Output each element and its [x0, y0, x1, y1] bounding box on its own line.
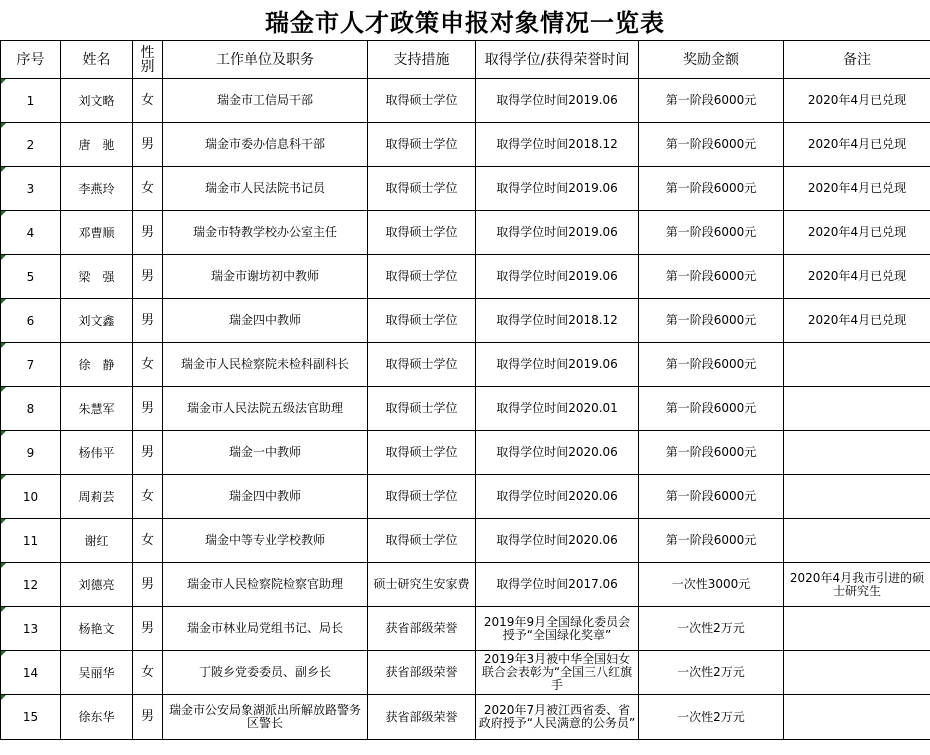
header-idx[interactable]: 序号 — [1, 41, 61, 79]
cell-gender[interactable]: 男 — [133, 123, 163, 167]
cell-measure[interactable]: 硕士研究生安家费 — [368, 563, 476, 607]
cell-time[interactable]: 取得学位时间2020.06 — [476, 431, 639, 475]
cell-unit[interactable]: 瑞金市谢坊初中教师 — [163, 255, 368, 299]
cell-measure[interactable]: 取得硕士学位 — [368, 211, 476, 255]
header-amount[interactable]: 奖励金额 — [639, 41, 784, 79]
cell-unit[interactable]: 瑞金市人民检察院检察官助理 — [163, 563, 368, 607]
cell-name[interactable]: 谢红 — [61, 519, 133, 563]
header-name[interactable]: 姓名 — [61, 41, 133, 79]
cell-idx[interactable]: 8 — [1, 387, 61, 431]
cell-time[interactable]: 取得学位时间2020.06 — [476, 519, 639, 563]
cell-idx[interactable]: 10 — [1, 475, 61, 519]
table-row — [1, 255, 930, 299]
header-note[interactable]: 备注 — [784, 41, 930, 79]
cell-name[interactable]: 朱慧军 — [61, 387, 133, 431]
cell-name[interactable]: 杨艳文 — [61, 607, 133, 651]
cell-gender[interactable]: 男 — [133, 563, 163, 607]
cell-idx[interactable]: 2 — [1, 123, 61, 167]
cell-unit[interactable]: 瑞金四中教师 — [163, 299, 368, 343]
table-row — [1, 431, 930, 475]
table-row — [1, 607, 930, 651]
cell-note[interactable] — [784, 343, 930, 387]
cell-gender[interactable]: 女 — [133, 519, 163, 563]
cell-name[interactable]: 刘德亮 — [61, 563, 133, 607]
cell-measure[interactable]: 取得硕士学位 — [368, 475, 476, 519]
cell-idx[interactable]: 1 — [1, 79, 61, 123]
cell-time[interactable]: 取得学位时间2019.06 — [476, 255, 639, 299]
cell-name[interactable]: 吴丽华 — [61, 651, 133, 695]
cell-idx[interactable]: 14 — [1, 651, 61, 695]
header-row — [1, 41, 930, 79]
cell-amount[interactable]: 第一阶段6000元 — [639, 299, 784, 343]
table-row — [1, 343, 930, 387]
table-row — [1, 387, 930, 431]
cell-idx[interactable]: 13 — [1, 607, 61, 651]
cell-unit[interactable]: 瑞金一中教师 — [163, 431, 368, 475]
cell-note[interactable]: 2020年4月已兑现 — [784, 79, 930, 123]
cell-unit[interactable]: 瑞金市公安局象湖派出所解放路警务区警长 — [163, 695, 368, 740]
cell-measure[interactable]: 取得硕士学位 — [368, 431, 476, 475]
cell-measure[interactable]: 取得硕士学位 — [368, 387, 476, 431]
cell-unit[interactable]: 瑞金市特教学校办公室主任 — [163, 211, 368, 255]
cell-gender[interactable]: 男 — [133, 255, 163, 299]
cell-note[interactable]: 2020年4月已兑现 — [784, 255, 930, 299]
cell-time[interactable]: 2020年7月被江西省委、省政府授予“人民满意的公务员” — [476, 695, 639, 740]
applicant-table — [0, 40, 930, 740]
cell-gender[interactable]: 女 — [133, 167, 163, 211]
cell-gender[interactable]: 女 — [133, 343, 163, 387]
cell-name[interactable]: 刘文鑫 — [61, 299, 133, 343]
cell-time[interactable]: 取得学位时间2018.12 — [476, 123, 639, 167]
cell-amount[interactable]: 一次性3000元 — [639, 563, 784, 607]
cell-note[interactable]: 2020年4月我市引进的硕士研究生 — [784, 563, 930, 607]
cell-time[interactable]: 取得学位时间2019.06 — [476, 167, 639, 211]
cell-gender[interactable]: 男 — [133, 211, 163, 255]
cell-name[interactable]: 徐东华 — [61, 695, 133, 740]
cell-gender[interactable]: 女 — [133, 651, 163, 695]
table-row — [1, 211, 930, 255]
cell-note[interactable]: 2020年4月已兑现 — [784, 167, 930, 211]
cell-amount[interactable]: 第一阶段6000元 — [639, 475, 784, 519]
cell-time[interactable]: 取得学位时间2019.06 — [476, 211, 639, 255]
table-row — [1, 519, 930, 563]
cell-idx[interactable]: 5 — [1, 255, 61, 299]
cell-gender[interactable]: 男 — [133, 299, 163, 343]
cell-time[interactable]: 取得学位时间2020.01 — [476, 387, 639, 431]
cell-measure[interactable]: 获省部级荣誉 — [368, 607, 476, 651]
cell-unit[interactable]: 瑞金市人民法院书记员 — [163, 167, 368, 211]
cell-time[interactable]: 取得学位时间2019.06 — [476, 343, 639, 387]
cell-unit[interactable]: 丁陂乡党委委员、副乡长 — [163, 651, 368, 695]
header-time[interactable]: 取得学位/获得荣誉时间 — [476, 41, 639, 79]
cell-note[interactable]: 2020年4月已兑现 — [784, 123, 930, 167]
cell-unit[interactable]: 瑞金市委办信息科干部 — [163, 123, 368, 167]
table-row — [1, 167, 930, 211]
cell-gender[interactable]: 男 — [133, 695, 163, 740]
cell-unit[interactable]: 瑞金市人民法院五级法官助理 — [163, 387, 368, 431]
cell-unit[interactable]: 瑞金市人民检察院未检科副科长 — [163, 343, 368, 387]
cell-amount[interactable]: 第一阶段6000元 — [639, 211, 784, 255]
cell-note[interactable] — [784, 387, 930, 431]
cell-note[interactable] — [784, 695, 930, 740]
cell-measure[interactable]: 获省部级荣誉 — [368, 695, 476, 740]
cell-unit[interactable]: 瑞金中等专业学校教师 — [163, 519, 368, 563]
cell-name[interactable]: 邓曹顺 — [61, 211, 133, 255]
cell-idx[interactable]: 11 — [1, 519, 61, 563]
cell-gender[interactable]: 男 — [133, 431, 163, 475]
cell-note[interactable] — [784, 519, 930, 563]
cell-name[interactable]: 杨伟平 — [61, 431, 133, 475]
cell-time[interactable]: 2019年3月被中华全国妇女联合会表彰为“全国三八红旗手 — [476, 651, 639, 695]
table-row — [1, 563, 930, 607]
cell-gender[interactable]: 女 — [133, 475, 163, 519]
cell-amount[interactable]: 第一阶段6000元 — [639, 167, 784, 211]
cell-note[interactable] — [784, 607, 930, 651]
page-title: 瑞金市人才政策申报对象情况一览表 — [265, 7, 665, 37]
cell-time[interactable]: 取得学位时间2019.06 — [476, 79, 639, 123]
cell-note[interactable] — [784, 475, 930, 519]
cell-amount[interactable]: 第一阶段6000元 — [639, 519, 784, 563]
cell-measure[interactable]: 取得硕士学位 — [368, 343, 476, 387]
cell-gender[interactable]: 男 — [133, 607, 163, 651]
cell-name[interactable]: 梁 强 — [61, 255, 133, 299]
cell-measure[interactable]: 获省部级荣誉 — [368, 651, 476, 695]
cell-idx[interactable]: 9 — [1, 431, 61, 475]
table-row — [1, 475, 930, 519]
cell-name[interactable]: 徐 静 — [61, 343, 133, 387]
cell-amount[interactable]: 第一阶段6000元 — [639, 123, 784, 167]
cell-amount[interactable]: 第一阶段6000元 — [639, 343, 784, 387]
cell-name[interactable]: 周莉芸 — [61, 475, 133, 519]
table-row — [1, 299, 930, 343]
cell-gender[interactable]: 女 — [133, 79, 163, 123]
cell-idx[interactable]: 6 — [1, 299, 61, 343]
cell-time[interactable]: 取得学位时间2017.06 — [476, 563, 639, 607]
cell-name[interactable]: 刘文略 — [61, 79, 133, 123]
cell-gender[interactable]: 男 — [133, 387, 163, 431]
cell-amount[interactable]: 一次性2万元 — [639, 607, 784, 651]
cell-note[interactable] — [784, 651, 930, 695]
table-row — [1, 79, 930, 123]
table-row — [1, 123, 930, 167]
cell-note[interactable]: 2020年4月已兑现 — [784, 299, 930, 343]
cell-name[interactable]: 唐 驰 — [61, 123, 133, 167]
cell-measure[interactable]: 取得硕士学位 — [368, 167, 476, 211]
cell-idx[interactable]: 12 — [1, 563, 61, 607]
cell-measure[interactable]: 取得硕士学位 — [368, 299, 476, 343]
cell-name[interactable]: 李燕玲 — [61, 167, 133, 211]
cell-unit[interactable]: 瑞金市林业局党组书记、局长 — [163, 607, 368, 651]
header-gender[interactable]: 性别 — [133, 41, 163, 79]
cell-idx[interactable]: 4 — [1, 211, 61, 255]
cell-idx[interactable]: 7 — [1, 343, 61, 387]
cell-amount[interactable]: 第一阶段6000元 — [639, 255, 784, 299]
cell-measure[interactable]: 取得硕士学位 — [368, 255, 476, 299]
cell-measure[interactable]: 取得硕士学位 — [368, 519, 476, 563]
cell-amount[interactable]: 第一阶段6000元 — [639, 431, 784, 475]
cell-time[interactable]: 2019年9月全国绿化委员会授予“全国绿化奖章” — [476, 607, 639, 651]
table-row — [1, 695, 930, 740]
cell-amount[interactable]: 一次性2万元 — [639, 651, 784, 695]
header-measure[interactable]: 支持措施 — [368, 41, 476, 79]
cell-note[interactable] — [784, 431, 930, 475]
cell-amount[interactable]: 第一阶段6000元 — [639, 79, 784, 123]
cell-measure[interactable]: 取得硕士学位 — [368, 123, 476, 167]
cell-unit[interactable]: 瑞金市工信局干部 — [163, 79, 368, 123]
table-row — [1, 651, 930, 695]
cell-amount[interactable]: 一次性2万元 — [639, 695, 784, 740]
cell-idx[interactable]: 15 — [1, 695, 61, 740]
cell-unit[interactable]: 瑞金四中教师 — [163, 475, 368, 519]
cell-note[interactable]: 2020年4月已兑现 — [784, 211, 930, 255]
cell-measure[interactable]: 取得硕士学位 — [368, 79, 476, 123]
cell-time[interactable]: 取得学位时间2018.12 — [476, 299, 639, 343]
cell-amount[interactable]: 第一阶段6000元 — [639, 387, 784, 431]
header-unit[interactable]: 工作单位及职务 — [163, 41, 368, 79]
cell-time[interactable]: 取得学位时间2020.06 — [476, 475, 639, 519]
cell-idx[interactable]: 3 — [1, 167, 61, 211]
